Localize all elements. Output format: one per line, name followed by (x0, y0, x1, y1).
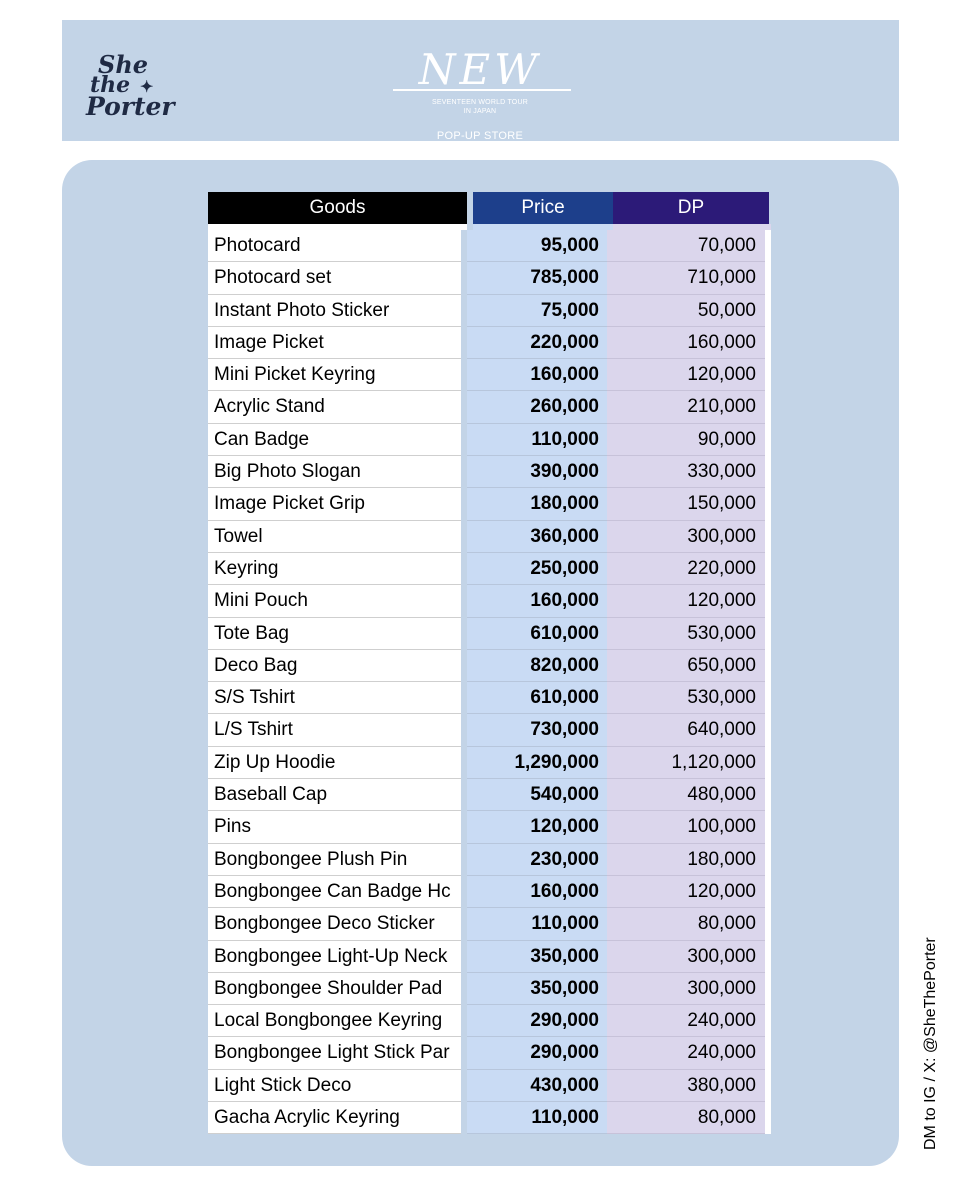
table-row (208, 230, 771, 262)
cell-goods: Baseball Cap (208, 779, 461, 811)
cell-goods: Bongbongee Light Stick Par (208, 1037, 461, 1069)
brand-line-1: She (98, 50, 149, 79)
cell-dp: 300,000 (607, 941, 765, 973)
cell-goods: Deco Bag (208, 650, 461, 682)
table-row (208, 714, 771, 746)
cell-price: 75,000 (467, 295, 607, 327)
table-row (208, 553, 771, 585)
cell-goods: Bongbongee Plush Pin (208, 844, 461, 876)
cell-dp: 480,000 (607, 779, 765, 811)
cell-dp: 80,000 (607, 1102, 765, 1134)
cell-goods: Photocard (208, 230, 461, 262)
cell-price: 110,000 (467, 1102, 607, 1134)
cell-price: 785,000 (467, 262, 607, 294)
cell-price: 110,000 (467, 908, 607, 940)
cell-dp: 380,000 (607, 1070, 765, 1102)
cell-dp: 330,000 (607, 456, 765, 488)
cell-goods: Can Badge (208, 424, 461, 456)
cell-price: 110,000 (467, 424, 607, 456)
table-row (208, 424, 771, 456)
cell-price: 350,000 (467, 973, 607, 1005)
cell-price: 730,000 (467, 714, 607, 746)
cell-goods: Keyring (208, 553, 461, 585)
cell-goods: Image Picket (208, 327, 461, 359)
cell-dp: 210,000 (607, 391, 765, 423)
cell-dp: 100,000 (607, 811, 765, 843)
cell-goods: L/S Tshirt (208, 714, 461, 746)
brand-line-2: the (90, 72, 131, 98)
brand-logo (84, 50, 175, 126)
table-row (208, 295, 771, 327)
cell-price: 610,000 (467, 682, 607, 714)
cell-dp: 530,000 (607, 682, 765, 714)
cell-price: 160,000 (467, 585, 607, 617)
cell-dp: 300,000 (607, 973, 765, 1005)
table-row (208, 1005, 771, 1037)
cell-dp: 300,000 (607, 521, 765, 553)
table-row (208, 456, 771, 488)
table-row (208, 1037, 771, 1069)
cell-price: 180,000 (467, 488, 607, 520)
cell-goods: Light Stick Deco (208, 1070, 461, 1102)
cell-price: 250,000 (467, 553, 607, 585)
cell-goods: Pins (208, 811, 461, 843)
tour-line-2: IN JAPAN (463, 108, 497, 115)
cell-dp: 120,000 (607, 876, 765, 908)
cell-goods: Acrylic Stand (208, 391, 461, 423)
cell-price: 230,000 (467, 844, 607, 876)
cell-price: 390,000 (467, 456, 607, 488)
price-table (208, 192, 771, 1134)
cell-goods: Bongbongee Deco Sticker (208, 908, 461, 940)
table-row (208, 973, 771, 1005)
cell-goods: Bongbongee Can Badge Hc (208, 876, 461, 908)
table-row (208, 488, 771, 520)
cell-goods: Mini Pouch (208, 585, 461, 617)
cell-goods: Gacha Acrylic Keyring (208, 1102, 461, 1134)
cell-dp: 1,120,000 (607, 747, 765, 779)
cell-goods: Instant Photo Sticker (208, 295, 461, 327)
cell-goods: Bongbongee Shoulder Pad (208, 973, 461, 1005)
cell-dp: 240,000 (607, 1037, 765, 1069)
table-row (208, 844, 771, 876)
cell-dp: 150,000 (607, 488, 765, 520)
cell-dp: 220,000 (607, 553, 765, 585)
cell-goods: S/S Tshirt (208, 682, 461, 714)
cell-dp: 50,000 (607, 295, 765, 327)
cell-price: 540,000 (467, 779, 607, 811)
cell-price: 220,000 (467, 327, 607, 359)
table-row (208, 585, 771, 617)
cell-price: 820,000 (467, 650, 607, 682)
cell-goods: Zip Up Hoodie (208, 747, 461, 779)
cell-goods: Image Picket Grip (208, 488, 461, 520)
cell-price: 95,000 (467, 230, 607, 262)
cell-dp: 640,000 (607, 714, 765, 746)
brand-line-3: Porter (86, 92, 175, 121)
table-body (208, 230, 771, 1134)
header-goods: Goods (208, 192, 467, 224)
table-row (208, 262, 771, 294)
cell-price: 1,290,000 (467, 747, 607, 779)
cell-dp: 530,000 (607, 618, 765, 650)
table-row (208, 391, 771, 423)
cell-price: 160,000 (467, 359, 607, 391)
cell-goods: Big Photo Slogan (208, 456, 461, 488)
table-row (208, 650, 771, 682)
table-row (208, 521, 771, 553)
star-icon: ✦ (140, 77, 154, 96)
cell-price: 290,000 (467, 1037, 607, 1069)
table-row (208, 327, 771, 359)
tour-logo-mark (385, 44, 575, 98)
cell-dp: 70,000 (607, 230, 765, 262)
cell-goods: Tote Bag (208, 618, 461, 650)
cell-dp: 120,000 (607, 585, 765, 617)
cell-goods: Photocard set (208, 262, 461, 294)
cell-price: 610,000 (467, 618, 607, 650)
table-row (208, 876, 771, 908)
cell-price: 260,000 (467, 391, 607, 423)
cell-dp: 710,000 (607, 262, 765, 294)
cell-goods: Bongbongee Light-Up Neck (208, 941, 461, 973)
table-row (208, 1070, 771, 1102)
cell-price: 290,000 (467, 1005, 607, 1037)
cell-price: 430,000 (467, 1070, 607, 1102)
table-row (208, 747, 771, 779)
table-row (208, 682, 771, 714)
table-row (208, 359, 771, 391)
table-row (208, 811, 771, 843)
cell-dp: 80,000 (607, 908, 765, 940)
table-row (208, 1102, 771, 1134)
cell-dp: 160,000 (607, 327, 765, 359)
table-header (208, 192, 771, 224)
cell-price: 360,000 (467, 521, 607, 553)
table-row (208, 941, 771, 973)
cell-price: 160,000 (467, 876, 607, 908)
cell-price: 120,000 (467, 811, 607, 843)
header-band (62, 20, 899, 141)
cell-dp: 180,000 (607, 844, 765, 876)
header-dp: DP (613, 192, 769, 224)
side-contact-text: DM to IG / X: @SheThePorter (922, 937, 939, 1150)
table-row (208, 618, 771, 650)
tour-logo (380, 44, 580, 140)
cell-goods: Local Bongbongee Keyring (208, 1005, 461, 1037)
tour-line-1: SEVENTEEN WORLD TOUR (432, 99, 528, 106)
popup-subtitle: POP-UP STORE (436, 130, 524, 142)
cell-dp: 120,000 (607, 359, 765, 391)
table-row (208, 779, 771, 811)
cell-dp: 650,000 (607, 650, 765, 682)
cell-goods: Mini Picket Keyring (208, 359, 461, 391)
cell-dp: 240,000 (607, 1005, 765, 1037)
cell-goods: Towel (208, 521, 461, 553)
cell-price: 350,000 (467, 941, 607, 973)
logo-text: NEW (418, 45, 542, 94)
table-row (208, 908, 771, 940)
cell-dp: 90,000 (607, 424, 765, 456)
header-price: Price (473, 192, 613, 224)
